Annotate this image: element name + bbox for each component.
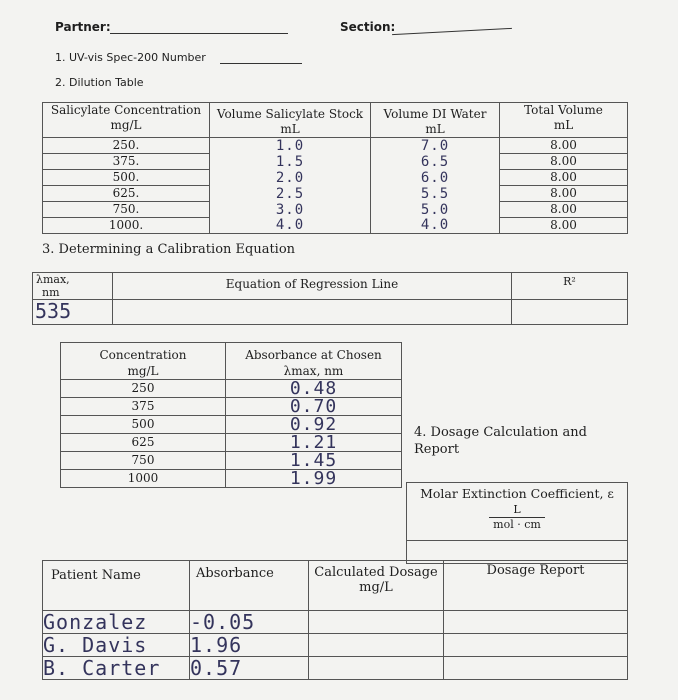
abs-conc-cell: 1000	[61, 470, 226, 488]
table-row	[61, 434, 402, 452]
dosage-header	[309, 561, 444, 611]
lambda-value: 535	[35, 299, 72, 323]
water-cell[interactable]: 5.0	[371, 202, 500, 218]
abs-value-cell[interactable]: 1.99	[226, 470, 402, 488]
table-row	[43, 154, 628, 170]
stock-cell[interactable]: 2.5	[210, 186, 371, 202]
abs-header-unit: λmax, nm	[283, 364, 344, 378]
molar-unit-num: L	[513, 503, 521, 516]
total-header-label: Total Volume	[524, 103, 603, 117]
water-cell[interactable]: 5.5	[371, 186, 500, 202]
absorbance-label: Absorbance	[196, 566, 274, 581]
table-row	[61, 416, 402, 434]
patient-table	[42, 560, 628, 680]
report-label: Dosage Report	[486, 563, 585, 578]
conc-header-label: Salicylate Concentration	[50, 103, 202, 117]
patient-name-cell[interactable]: Gonzalez	[43, 611, 190, 634]
spec-number-line[interactable]	[220, 63, 302, 64]
abs-value-cell[interactable]: 0.48	[226, 380, 402, 398]
abs-conc-header	[61, 343, 226, 380]
stock-header-label: Volume Salicylate Stock	[216, 107, 364, 121]
absorbance-header	[190, 561, 309, 611]
water-cell[interactable]: 4.0	[371, 218, 500, 234]
lambda-label: λmax,	[36, 273, 70, 286]
total-cell: 8.00	[500, 218, 628, 234]
total-cell: 8.00	[500, 170, 628, 186]
abs-conc-label: Concentration	[99, 348, 187, 362]
lambda-unit: nm	[42, 286, 60, 299]
patient-dosage-cell[interactable]	[309, 634, 444, 657]
r2-header-cell	[512, 273, 628, 300]
table-row	[43, 657, 628, 680]
abs-conc-cell: 375	[61, 398, 226, 416]
section-label: Section:	[340, 20, 396, 34]
stock-header-unit: mL	[280, 122, 300, 136]
abs-value-cell[interactable]: 0.70	[226, 398, 402, 416]
absorbance-table	[60, 342, 402, 488]
abs-header-label: Absorbance at Chosen	[245, 348, 382, 362]
conc-cell: 250.	[43, 138, 210, 154]
table-row	[43, 202, 628, 218]
calibration-table	[32, 272, 628, 325]
total-cell: 8.00	[500, 154, 628, 170]
patient-name-header	[43, 561, 190, 611]
conc-cell: 625.	[43, 186, 210, 202]
question-1: 1. UV-vis Spec-200 Number	[55, 51, 206, 64]
total-header-unit: mL	[553, 118, 574, 132]
table-row	[43, 611, 628, 634]
stock-cell[interactable]: 1.5	[210, 154, 371, 170]
stock-cell[interactable]: 2.0	[210, 170, 371, 186]
conc-cell: 500.	[43, 170, 210, 186]
question-4	[414, 424, 587, 458]
partner-line[interactable]	[110, 33, 288, 34]
col-water-header	[371, 103, 500, 138]
partner-label: Partner:	[55, 20, 111, 34]
water-cell[interactable]: 6.0	[371, 170, 500, 186]
lambda-header-cell	[33, 273, 113, 300]
lambda-value-cell[interactable]	[33, 300, 113, 325]
water-cell[interactable]: 6.5	[371, 154, 500, 170]
patient-absorbance-cell[interactable]: 1.96	[190, 634, 309, 657]
question-3: 3. Determining a Calibration Equation	[42, 242, 296, 257]
abs-conc-cell: 750	[61, 452, 226, 470]
conc-cell: 750.	[43, 202, 210, 218]
patient-name-cell[interactable]: G. Davis	[43, 634, 190, 657]
table-row	[43, 186, 628, 202]
equation-label: Equation of Regression Line	[225, 277, 399, 291]
table-row	[61, 470, 402, 488]
conc-cell: 1000.	[43, 218, 210, 234]
abs-value-header	[226, 343, 402, 380]
conc-header-unit: mg/L	[110, 118, 142, 132]
table-row	[61, 398, 402, 416]
patient-dosage-cell[interactable]	[309, 657, 444, 680]
question-2: 2. Dilution Table	[55, 76, 144, 89]
col-total-header	[500, 103, 628, 138]
total-cell: 8.00	[500, 186, 628, 202]
table-row	[43, 138, 628, 154]
abs-conc-cell: 500	[61, 416, 226, 434]
patient-report-cell[interactable]	[444, 634, 628, 657]
table-row	[43, 634, 628, 657]
table-row	[43, 170, 628, 186]
question-4-line2: Report	[414, 442, 460, 457]
patient-report-cell[interactable]	[444, 611, 628, 634]
molar-label: Molar Extinction Coefficient, ε	[420, 486, 614, 501]
molar-coefficient-table	[406, 482, 628, 564]
water-header-unit: mL	[425, 122, 445, 136]
patient-absorbance-cell[interactable]: -0.05	[190, 611, 309, 634]
report-header	[444, 561, 628, 611]
question-4-line1: 4. Dosage Calculation and	[414, 425, 587, 440]
water-header-label: Volume DI Water	[383, 107, 487, 121]
table-row	[43, 218, 628, 234]
conc-cell: 375.	[43, 154, 210, 170]
abs-value-cell[interactable]: 0.92	[226, 416, 402, 434]
stock-cell[interactable]: 1.0	[210, 138, 371, 154]
molar-header-cell	[407, 483, 628, 541]
abs-conc-cell: 625	[61, 434, 226, 452]
section-line[interactable]	[392, 28, 512, 35]
patient-name-cell[interactable]: B. Carter	[43, 657, 190, 680]
r2-value-cell[interactable]	[512, 300, 628, 325]
dilution-table	[42, 102, 628, 234]
r2-label: R²	[563, 275, 576, 288]
dosage-unit: mg/L	[359, 580, 393, 595]
table-row	[61, 452, 402, 470]
total-cell: 8.00	[500, 202, 628, 218]
patient-report-cell[interactable]	[444, 657, 628, 680]
abs-conc-unit: mg/L	[127, 364, 159, 378]
molar-unit-den: mol · cm	[493, 518, 541, 531]
total-cell: 8.00	[500, 138, 628, 154]
table-row	[61, 380, 402, 398]
equation-header-cell	[113, 273, 512, 300]
col-stock-header	[210, 103, 371, 138]
water-cell[interactable]: 7.0	[371, 138, 500, 154]
abs-value-cell[interactable]: 1.45	[226, 452, 402, 470]
dosage-label: Calculated Dosage	[314, 565, 438, 580]
patient-dosage-cell[interactable]	[309, 611, 444, 634]
stock-cell[interactable]: 3.0	[210, 202, 371, 218]
abs-conc-cell: 250	[61, 380, 226, 398]
stock-cell[interactable]: 4.0	[210, 218, 371, 234]
patient-name-label: Patient Name	[51, 568, 141, 583]
equation-value-cell[interactable]	[113, 300, 512, 325]
col-conc-header	[43, 103, 210, 138]
abs-value-cell[interactable]: 1.21	[226, 434, 402, 452]
patient-absorbance-cell[interactable]: 0.57	[190, 657, 309, 680]
